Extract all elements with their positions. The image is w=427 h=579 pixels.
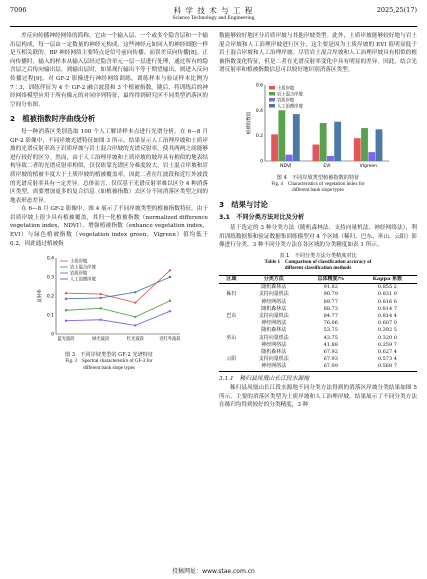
table-row [219, 327, 417, 334]
figure-caption: 图 3 不同岸坡类型的 GF-2 光谱特征 [64, 352, 154, 359]
table-cell: 0.831 0 [377, 291, 397, 298]
table-cell [219, 306, 244, 313]
table-cell: 0.627 4 [377, 348, 397, 355]
y-axis-label: 反射率 [38, 289, 43, 303]
y-tick-label: 0.3 [46, 275, 54, 281]
data-point [99, 293, 101, 295]
x-tick-label: Vlgreen [359, 163, 377, 169]
bar [368, 152, 375, 161]
paragraph: 基于选定的 3 种分类方法（随机森林法、支持向量机法、神经网络法），利用训练数据集和验证数据集训练模型对 4 个区域（稀归、巴东、巫山、云阳）影像进行分类，3 种不同分类方法在各区域的分类精度如表 1 所示。 [219, 225, 417, 249]
subsection-heading: 3.1 不同分类方法对比及分析 [219, 213, 305, 221]
figure-caption-en: Fig. 3 Spectral characteristics of GF-2 for [65, 359, 153, 365]
paragraph: 在 6—8 月 GF-2 影像中，图 4 展示了不同岸坡类型的植被指数特征。由于岩质岸坡上很少具有植被覆盖，其归一化植被指数（normalized difference vegetation index，NDVI）、增强植被指数（enhance vegetation index，EVI）与绿色植被指数（vegetation index green，Vlgreen）值均低于 0.2，因此通过植被指 [10, 206, 208, 247]
section-heading: 2 植被指数时序曲线分析 [10, 114, 96, 124]
table-row [219, 313, 417, 320]
bar [293, 114, 300, 161]
table-cell: 67.93 [323, 356, 338, 363]
table-cell: 支持向量机法 [258, 356, 289, 363]
bar [376, 129, 383, 161]
bar [271, 134, 278, 161]
y-tick-label: 0.4 [255, 108, 263, 114]
table-cell [219, 327, 244, 334]
legend-label: 岩质岸坡 [277, 98, 295, 104]
legend-swatch [269, 92, 275, 96]
table-cell: 随机森林法 [261, 284, 287, 291]
table-cell: 神经网络法 [261, 363, 287, 370]
journal-title-cn: 科 学 技 术 与 工 程 [173, 6, 254, 15]
table-cell: 巫山 [226, 334, 237, 341]
bar [334, 122, 341, 161]
table-cell: 88.73 [323, 305, 338, 312]
table-cell: 41.88 [323, 341, 338, 348]
table-cell [219, 320, 244, 327]
y-tick-label: 0.2 [46, 294, 54, 300]
x-tick-label: 红光波段 [126, 337, 144, 343]
data-point [65, 298, 67, 300]
table-cell: 0.607 0 [377, 320, 397, 327]
y-tick-label: 0.4 [46, 256, 54, 262]
legend-label: 土质岸坡 [277, 86, 295, 92]
table-cell: 0.392 5 [377, 327, 397, 334]
y-tick-label: 0.2 [255, 134, 263, 140]
data-point [169, 269, 171, 271]
data-point [169, 310, 171, 312]
legend-label: 人工治理岸坡 [70, 277, 96, 283]
journal-title-en: Science Technology and Engineering [172, 15, 255, 21]
table-row [219, 299, 417, 306]
table-row [219, 363, 417, 371]
table-cell: 0.320 0 [377, 334, 397, 341]
table-caption: 表 1 不同分类方法分类精度对比 [279, 252, 357, 259]
bar [313, 145, 320, 161]
table-row [219, 291, 417, 298]
subsubsection-heading: 3.1.1 秭归县凤凰山长江段水源地 [219, 375, 310, 382]
legend-label: 土质岸坡 [70, 259, 88, 265]
series-line [66, 311, 170, 325]
table-cell: 支持向量机法 [258, 334, 289, 341]
table-header: 区域 [226, 275, 237, 282]
data-point [134, 325, 136, 327]
data-point [65, 309, 67, 311]
table-cell: 巴东 [226, 312, 237, 319]
table-cell: 91.82 [323, 284, 338, 291]
table-cell: 90.79 [323, 291, 338, 298]
table-cell: 84.77 [323, 312, 338, 319]
y-tick-label: 0 [260, 159, 263, 165]
bar [327, 156, 334, 161]
table-header: Kappa 系数 [372, 275, 403, 282]
table-cell [219, 299, 244, 306]
table-cell: 89.77 [323, 298, 338, 305]
table-header: 分类方法 [263, 275, 284, 282]
legend-swatch [269, 86, 275, 90]
data-point [65, 292, 67, 294]
table-caption-en: different classification methods [284, 266, 352, 272]
table-cell: 0.568 7 [377, 363, 397, 370]
table-cell: 支持向量机法 [258, 291, 289, 298]
table-cell: 神经网络法 [261, 341, 287, 348]
page-header [10, 4, 417, 27]
table-row [219, 356, 417, 363]
paragraph: 差反向传播神经网络的简称，它由一个输入层、一个或多个隐含层和一个输出层构成，每一层由一定数量的神经元构成，这些神经元如同人的神经细胞一样是互相关联的。BP 神经网络主要特点是信号前向传播、而误差反向传播[8]。正向传播时，输入的样本从输入层经过隐含单元一层一层进行处理，通过所有的隐含层之后传向输出层。到输出层时，如果现行输出不等于期望输出，则进入反向传播过程[9]。对 GF-2 影像进行神经网络训练，训练样本与验证样本比例为 7∶3，训练伴征为 4 个 GF-2 融合波段和 3 个植被指数。随后，将训练后的神经网络模型应用于所有像元的对同序列特征，最终得到研究区不同类型消落区的空间分布图。 [10, 33, 208, 108]
x-tick-label: 绿光波段 [92, 337, 110, 343]
table-row [219, 306, 417, 313]
table-cell: 0.259 7 [377, 341, 397, 348]
table-row [219, 320, 417, 327]
x-tick-label: NDVI [280, 163, 292, 169]
table-cell: 53.75 [323, 327, 338, 334]
legend-label: 岩土混合岸坡 [70, 265, 96, 271]
data-point [134, 302, 136, 304]
section-heading: 3 结果与讨论 [219, 199, 268, 209]
table-cell: 0.814 4 [377, 312, 397, 319]
table-cell [219, 363, 244, 371]
x-tick-label: EVI [323, 163, 331, 169]
y-tick-label: 0 [51, 332, 54, 338]
table-row [219, 335, 417, 342]
data-point [134, 316, 136, 318]
paragraph: 数能够较好地区分岩质岸坡与其他岸坡类型。此外，土质岸坡能够较好地与岩土混合岸坡和人工治理岸坡进行区分，这主要是因为土质岸坡的 EVI 值明显低于岩土混合岸坡和人工治理岸坡。尽管岩土混合岸坡和人工治理岸坡具有相似的植被指数变化特征，但是二者在光谱反射率变化中具有明显的差异。因此，结合光谱反射率和植被指数信息可以较好地识别消落区类型。 [219, 33, 417, 74]
bar [320, 123, 327, 161]
table-cell [219, 342, 244, 349]
data-point [169, 276, 171, 278]
table-cell: 随机森林法 [261, 305, 287, 312]
data-point [134, 291, 136, 293]
bar [361, 128, 368, 161]
figure-caption: 图 4 不同岸坡类型植被指数的特征 [276, 174, 360, 181]
legend-swatch [269, 104, 275, 108]
data-point [169, 300, 171, 302]
table-row [219, 349, 417, 356]
bar [354, 138, 361, 161]
accuracy-table [219, 275, 417, 372]
figure-caption-en: Fig. 4 Characteristics of vegetation index for [271, 181, 365, 187]
table-cell: 76.06 [323, 320, 338, 327]
data-point [99, 307, 101, 309]
paragraph: 秭归县凤凰山长江段水源地不同分类方法得到的消落区岸坡分类结果如图 5 所示。主要的消落区类型为土质岸坡和人工治理岸坡。结果展示了不同分类方法在秭归均得到较好的分类精度，3 种 [219, 385, 417, 409]
table-cell: 秭归 [226, 291, 237, 298]
page-number: 7096 [10, 6, 27, 14]
paragraph: 每一种消落区类别选取 100 个人工解译样本点进行光谱分析。在 6—8 月 GF-2 影像中，不同岸坡光谱特征如图 3 所示。结果显示人工治理岸坡和土质岸坡的光谱反射率高于岩质岸坡与岩土混合岸坡的光谱反射率，使其两两之间能够进行较好的区分。然而，由于人工治理岸坡和土质岸坡的坡岸具有相似的地表结构导致二者的光谱反射率相似，仅仅依靠光谱区分难度较大。岩土混合岸坡和岩质岸坡的植被丰度大于土质岸坡的植被覆盖率，因此二者在红波段和近红外波段的光谱反射率具有一定差异。总体而言，仅仅基于光谱反射率难以区分 4 种消落区类型，需要增加更多的复合信息（如植被指数）去区分不同消落区类型之间的地表形态差异。 [10, 128, 208, 204]
table-header-row [219, 275, 417, 283]
right-column [219, 32, 417, 410]
x-tick-label: 近红外波段 [159, 337, 181, 343]
issue-date: 2025,25(17) [376, 6, 417, 14]
figure-3 [34, 252, 184, 352]
table-cell: 随机森林法 [261, 327, 287, 334]
table-cell: 67.92 [323, 348, 338, 355]
table-cell: 随机森林法 [261, 348, 287, 355]
legend-label: 岩质岸坡 [70, 271, 88, 277]
data-point [65, 320, 67, 322]
table-cell: 0.855 2 [377, 284, 397, 291]
data-point [99, 297, 101, 299]
data-point [99, 319, 101, 321]
table-row [219, 284, 417, 292]
bar [286, 155, 293, 161]
left-column [10, 32, 208, 372]
table-cell: 0.814 7 [377, 305, 397, 312]
bar [278, 110, 285, 161]
table-cell: 0.816 6 [377, 298, 397, 305]
legend-label: 人工治理岸坡 [277, 104, 303, 110]
footer-url: 投稿网址：www.stae.com.cn [172, 568, 255, 575]
x-tick-label: 蓝光波段 [57, 337, 75, 343]
table-row [219, 342, 417, 349]
y-tick-label: 0.1 [46, 313, 54, 319]
table-cell: 0.573 4 [377, 356, 397, 363]
table-cell: 神经网络法 [261, 298, 287, 305]
figure-caption-en: different bank slope types [83, 365, 135, 371]
table-caption-en: Table 1 Comparison of classification accuracy of [264, 259, 372, 265]
line-chart [34, 252, 184, 352]
table-cell: 支持向量机法 [258, 312, 289, 319]
table-cell: 43.75 [323, 334, 338, 341]
table-cell: 云阳 [226, 356, 237, 363]
table-header: 总体精度/% [317, 275, 345, 282]
table-cell: 神经网络法 [261, 320, 287, 327]
figure-caption-en: different bank slope types [292, 188, 344, 194]
series-line [66, 301, 170, 317]
y-axis-label: 植被指数值 [247, 111, 252, 135]
y-tick-label: 0.6 [255, 83, 263, 89]
table-cell: 67.09 [323, 363, 338, 370]
legend-swatch [269, 98, 275, 102]
figure-4 [243, 79, 393, 175]
bar-chart [243, 79, 393, 175]
legend-label: 岩土混合岸坡 [277, 92, 303, 98]
